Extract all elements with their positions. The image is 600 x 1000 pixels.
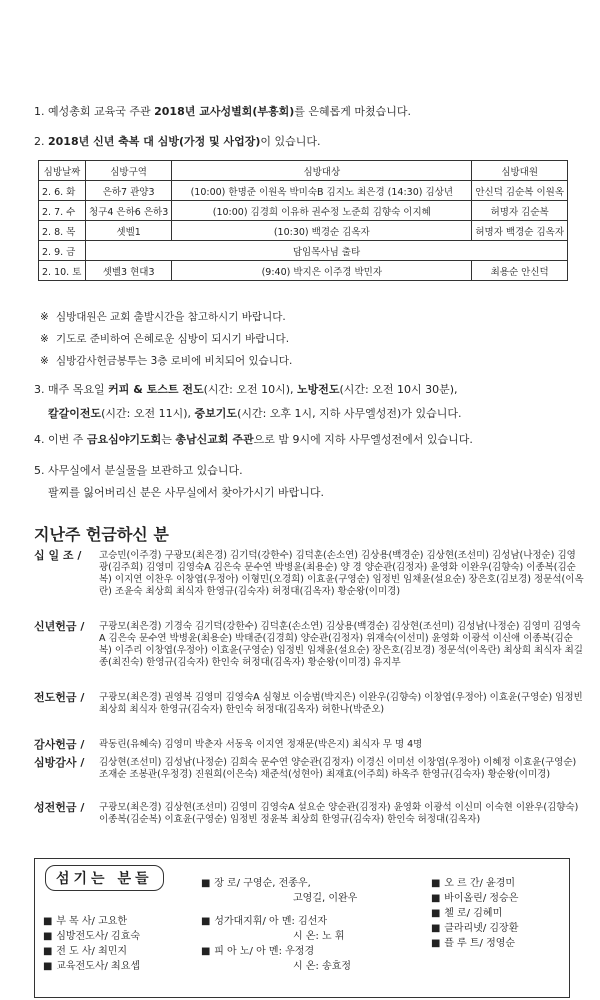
offering-names: 구광모(최은경) 기경숙 김기덕(강한수) 김덕훈(손소연) 김상용(백경순) 김상현(조선미) 김성남(나정순) 김영미 김영숙A 김은숙 문수연 박병윤(최용순) 박태준(김경희) 양순관(김정자) 위재숙(이선미) 윤영화 이광석 이신애 이종복(김순복) 이주리 이창엽(우정아) 이효윤(구영순) 임정빈 임채윤(설요순) 장은호(김보경) 정문석(이옥란) 최상희 최식자 최길종(최진숙) 한영규(김숙자) 한인숙 허정대(김옥자) 황순왕(이미경) 유지부	[99, 621, 583, 668]
announcement-3	[34, 378, 584, 426]
announcement-text: 를 은혜롭게 마쳤습니다.	[294, 105, 412, 118]
visit-target: (10:00) 김경희 이유하 권수정 노준희 김향숙 이지혜	[172, 201, 472, 221]
announcement-text: (시간: 오전 11시),	[101, 407, 195, 420]
announcement-bold: 총남신교회 주관	[175, 433, 254, 446]
announcement-bold: 2018년 교사성별회(부흥회)	[154, 105, 295, 118]
table-header: 심방대상	[172, 161, 472, 181]
announcement-bold: 중보기도	[194, 407, 238, 420]
server-name: 아 멘: 우정경	[256, 946, 315, 957]
announcement-line	[34, 402, 584, 426]
server-role: 바이올린/	[444, 893, 487, 904]
bullet-icon: ■	[43, 931, 53, 942]
note-item	[40, 306, 580, 328]
offering-names: 김상현(조선미) 김성남(나정순) 김희숙 문수연 양순관(김정자) 이경신 이미선 이창엽(우정아) 이혜정 이효윤(구영순) 조재순 조봉관(우정경) 진원희(이은숙) 채준석(성현아) 최재효(이주희) 하옥주 한영규(김숙자) 황순왕(이미경)	[99, 757, 577, 780]
table-header: 심방구역	[86, 161, 172, 181]
visit-team: 허명자 김순복	[472, 201, 568, 221]
offering-names: 곽동린(유혜숙) 김영미 박춘자 서동욱 이지연 정재문(박은지) 최식자 무 명 4명	[99, 739, 423, 750]
table-header-row	[39, 161, 568, 181]
announcement-text: 사무실에서 분실물을 보관하고 있습니다.	[48, 464, 243, 477]
server-name: 정영순	[486, 938, 516, 949]
visit-area: 청구4 은하6 은하3	[86, 201, 172, 221]
server-name: 아 멘: 김선자	[269, 916, 328, 927]
visit-team: 허명자 백경순 김옥자	[472, 221, 568, 241]
server-name-line: 시 온: 송효정	[293, 961, 352, 972]
bullet-icon: ■	[431, 938, 441, 949]
server-name: 최요셉	[111, 961, 141, 972]
visit-team: 안신덕 김순복 이원옥	[472, 181, 568, 201]
bullet-icon: ■	[43, 916, 53, 927]
announcement-text: 으로 밤 9시에 지하 사무엘성전에서 있습니다.	[253, 433, 473, 446]
server-name: 최민지	[98, 946, 128, 957]
visit-area: 셋벨1	[86, 221, 172, 241]
announcement-number: 1.	[34, 105, 45, 118]
offering-group	[34, 621, 584, 669]
table-header: 심방날짜	[39, 161, 86, 181]
server-role: 심방전도사/	[56, 931, 108, 942]
offering-label: 성전헌금 /	[34, 801, 85, 814]
note-item	[40, 328, 580, 350]
server-name-line: 시 온: 노 휘	[293, 931, 345, 942]
server-role: 전 도 사/	[56, 946, 95, 957]
server-item	[431, 922, 518, 936]
announcement-4	[34, 432, 584, 447]
note-mark: ※	[40, 311, 49, 323]
announcement-number: 2.	[34, 135, 45, 148]
note-text: 기도로 준비하여 은혜로운 심방이 되시기 바랍니다.	[56, 333, 290, 345]
server-item	[431, 892, 518, 906]
note-text: 심방대원은 교회 출발시간을 참고하시기 바랍니다.	[56, 311, 286, 323]
announcement-number: 3.	[34, 383, 45, 396]
table-row	[39, 221, 568, 241]
server-role: 첼 로/	[444, 908, 471, 919]
visit-merged-note: 담임목사님 출타	[86, 241, 568, 261]
server-name: 고요한	[98, 916, 128, 927]
visit-target: (10:00) 한명준 이원옥 박미숙B 김지노 최은경 (14:30) 김상년	[172, 181, 472, 201]
offering-group	[34, 550, 584, 598]
server-item	[43, 930, 140, 944]
bullet-icon: ■	[431, 908, 441, 919]
bullet-icon: ■	[201, 878, 211, 889]
announcement-text: 이 있습니다.	[260, 135, 321, 148]
server-name: 구영순, 전종우,	[243, 878, 311, 889]
visit-notes	[40, 306, 580, 372]
server-item	[201, 915, 327, 929]
visit-date: 2. 6. 화	[39, 181, 86, 201]
offering-group	[34, 692, 584, 716]
offering-label: 십 일 조 /	[34, 549, 82, 562]
table-row	[39, 181, 568, 201]
server-role: 오 르 간/	[444, 878, 483, 889]
visit-team: 최용순 안신덕	[472, 261, 568, 281]
server-role: 성가대지휘/	[214, 916, 266, 927]
server-role: 부 목 사/	[56, 916, 95, 927]
server-item	[201, 877, 311, 891]
offering-group	[34, 757, 584, 781]
announcement-5	[34, 460, 584, 504]
visit-target: (9:40) 박지은 이주경 박민자	[172, 261, 472, 281]
visit-date: 2. 7. 수	[39, 201, 86, 221]
visit-date: 2. 9. 금	[39, 241, 86, 261]
server-name: 윤경미	[486, 878, 516, 889]
server-name: 김효숙	[111, 931, 141, 942]
announcement-bold: 노방전도	[297, 383, 340, 396]
server-role: 클라리넷/	[444, 923, 487, 934]
bullet-icon: ■	[43, 961, 53, 972]
server-item	[431, 877, 515, 891]
announcement-text: (시간: 오전 10시),	[203, 383, 297, 396]
servers-box	[34, 858, 570, 998]
announcement-2	[34, 134, 584, 149]
offering-label: 전도헌금 /	[34, 691, 85, 704]
server-role: 피 아 노/	[214, 946, 253, 957]
server-role: 교육전도사/	[56, 961, 108, 972]
note-item	[40, 350, 580, 372]
offering-group	[34, 739, 584, 751]
note-mark: ※	[40, 333, 49, 345]
server-name-line: 고영길, 이완우	[293, 893, 358, 904]
note-mark: ※	[40, 355, 49, 367]
announcement-text: 는	[161, 433, 176, 446]
table-row	[39, 241, 568, 261]
server-item	[431, 907, 502, 921]
visit-date: 2. 10. 토	[39, 261, 86, 281]
note-text: 심방감사헌금봉투는 3층 로비에 비치되어 있습니다.	[56, 355, 293, 367]
announcement-text: 매주 목요일	[48, 383, 109, 396]
server-name: 김장환	[489, 923, 519, 934]
server-item	[431, 937, 515, 951]
visit-date: 2. 8. 목	[39, 221, 86, 241]
table-header: 심방대원	[472, 161, 568, 181]
announcement-number: 4.	[34, 433, 45, 446]
bullet-icon: ■	[43, 946, 53, 957]
server-role: 플 루 트/	[444, 938, 483, 949]
visit-area: 셋벨3 현대3	[86, 261, 172, 281]
server-item	[43, 945, 127, 959]
server-item	[43, 915, 127, 929]
announcement-number: 5.	[34, 464, 45, 477]
announcement-text: 팔찌를 잃어버리신 분은 사무실에서 찾아가시기 바랍니다.	[48, 486, 325, 499]
bullet-icon: ■	[431, 878, 441, 889]
bullet-icon: ■	[431, 893, 441, 904]
announcement-bold: 2018년 신년 축복 대 심방(가정 및 사업장)	[48, 135, 261, 148]
offering-section-title: 지난주 헌금하신 분	[34, 525, 169, 544]
offering-label: 감사헌금 /	[34, 738, 85, 751]
offering-names: 고승민(이주경) 구광모(최은경) 김기덕(강한수) 김덕훈(손소연) 김상용(백경순) 김상현(조선미) 김성남(나정순) 김영광(김주희) 김영미 김영숙A 김은숙 문수연 박병윤(최용순) 양 경 양순관(김정자) 윤영화 이완우(김향숙) 이종복(김순복) 이지연 이찬우 이창엽(우정아) 이형민(오경희) 이효윤(구영순) 임정빈 임채윤(설요순) 장은호(김보경) 정문석(이옥란) 조윤숙 최상희 최식자 한영규(김숙자) 허정대(김옥자) 황순왕(이미경)	[99, 550, 584, 597]
bullet-icon: ■	[431, 923, 441, 934]
offering-names: 구광모(최은경) 김상현(조선미) 김영미 김영숙A 설요순 양순관(김정자) 윤영화 이광석 이신미 이숙현 이완우(김향숙) 이종복(김순복) 이효윤(구영순) 임정빈 정윤복 최상희 한영규(김숙자) 한인숙 허정대(김옥자)	[99, 802, 579, 825]
visit-area: 은하7 관양3	[86, 181, 172, 201]
server-name: 정승은	[489, 893, 519, 904]
visit-schedule-table	[38, 160, 568, 281]
table-row	[39, 201, 568, 221]
offering-label: 신년헌금 /	[34, 620, 85, 633]
table-row	[39, 261, 568, 281]
server-role: 장 로/	[214, 878, 241, 889]
announcement-1	[34, 104, 584, 119]
server-item	[201, 945, 314, 959]
bullet-icon: ■	[201, 946, 211, 957]
offering-label: 심방감사 /	[34, 756, 85, 769]
announcement-text: 이번 주	[48, 433, 87, 446]
announcement-bold: 커피 & 토스트 전도	[108, 383, 204, 396]
announcement-text: (시간: 오전 10시 30분),	[339, 383, 458, 396]
offering-group	[34, 802, 584, 826]
visit-target: (10:30) 백경순 김옥자	[172, 221, 472, 241]
server-name: 김혜미	[473, 908, 503, 919]
announcement-bold: 칼갈이전도	[48, 407, 102, 420]
announcement-bold: 금요심야기도회	[86, 433, 162, 446]
bullet-icon: ■	[201, 916, 211, 927]
server-item	[43, 960, 140, 974]
offering-names: 구광모(최은경) 권영복 김영미 김영숙A 심형보 이승범(박지은) 이완우(김향숙) 이창엽(우정아) 이효윤(구영순) 임정빈 최상희 최식자 한영규(김숙자) 한인숙 허정대(김옥자) 허한나(박준오)	[99, 692, 583, 715]
servers-title: 섬기는 분들	[45, 865, 164, 891]
announcement-text: 예성총회 교육국 주관	[48, 105, 155, 118]
announcement-text: (시간: 오후 1시, 지하 사무엘성전)가 있습니다.	[237, 407, 462, 420]
